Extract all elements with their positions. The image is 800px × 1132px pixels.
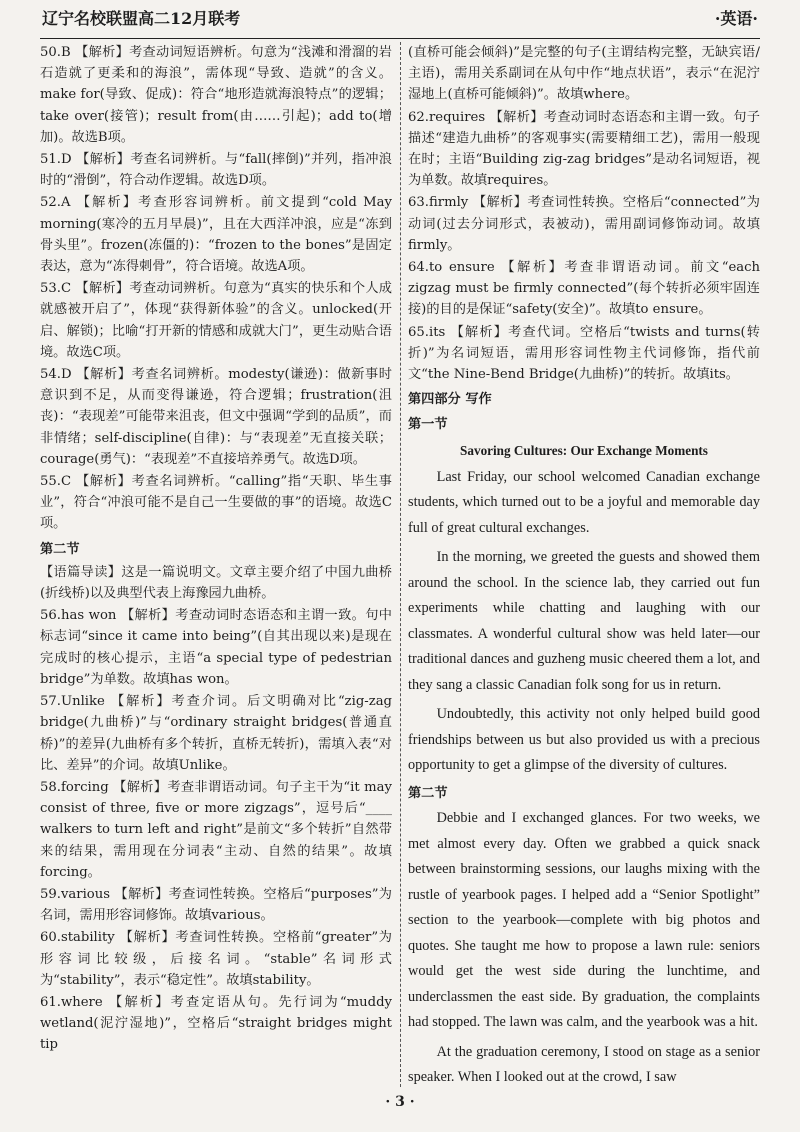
answer-item: 61.where 【解析】考查定语从句。先行词为“muddy wetland(泥泞湿地)”，空格后“straight bridges might tip [40, 994, 392, 1053]
essay-paragraph: At the graduation ceremony, I stood on stage as a senior speaker. When I looked out at the crowd, I saw [408, 1043, 760, 1086]
section-heading: 第一节 [408, 417, 448, 433]
section-heading: 第二节 [40, 541, 80, 557]
subject-label: ·英语· [714, 9, 758, 28]
essay-two [408, 806, 760, 1091]
answer-list-right [408, 42, 760, 436]
right-column [408, 42, 760, 1095]
answer-item: (直桥可能会倾斜)”是完整的句子(主谓结构完整，无缺宾语/主语)，需用关系副词在从句中作“地点状语”，表示“在泥泞湿地上(直桥可能倾斜)”。故填where。 [408, 45, 760, 103]
answer-item: 59.various 【解析】考查词性转换。空格后“purposes”为名词，需用形容词修饰。故填various。 [40, 886, 392, 924]
page-number: · 3 · [385, 1094, 415, 1110]
answer-item: 【语篇导读】这是一篇说明文。文章主要介绍了中国九曲桥(折线桥)以及典型代表上海豫园九曲桥。 [40, 564, 392, 602]
page-header [40, 0, 760, 39]
column-divider [400, 42, 401, 1087]
answer-item: 51.D 【解析】考查名词辨析。与“fall(摔倒)”并列，指冲浪时的“滑倒”，符合动作逻辑。故选D项。 [40, 152, 392, 189]
answer-item: 53.C 【解析】考查动词辨析。句意为“真实的快乐和个人成就感被开启了”，体现“获得新体验”的含义。unlocked(开启、解锁)；比喻“打开新的情感和成就大门”，更生动贴合语境。故选C项。 [40, 281, 392, 360]
answer-item: 63.firmly 【解析】考查词性转换。空格后“connected”为动词(过去分词形式，表被动)，需用副词修饰动词。故填firmly。 [408, 195, 760, 253]
answer-item: 60.stability 【解析】考查词性转换。空格前“greater”为形容词比较级，后接名词。“stable”名词形式为“stability”，表示“稳定性”。故填stability。 [40, 930, 392, 988]
answer-item: 55.C 【解析】考查名词辨析。“calling”指“天职、毕生事业”，符合“冲浪可能不是自己一生要做的事”的语境。故选C项。 [40, 474, 392, 532]
essay-paragraph: Last Friday, our school welcomed Canadian exchange students, which turned out to be a joyful and memorable day full of great cultural exchanges. [408, 468, 760, 536]
answer-item: 50.B 【解析】考查动词短语辨析。句意为“浅滩和滑溜的岩石造就了更柔和的海浪”，需体现“导致、造就”的含义。make for(导致、促成)：符合“地形造就海浪特点”的逻辑；take over(接管)；result from(由……引起)；add to(增加)。故选B项。 [40, 45, 392, 145]
answer-item: 56.has won 【解析】考查动词时态语态和主谓一致。句中标志词“since it came into being”(自其出现以来)是现在完成时的核心提示，主语“a special type of pedestrian bridge”为单数。故填has won。 [40, 608, 392, 687]
essay-paragraph: Undoubtedly, this activity not only helped build good friendships between us but also provided us with a precious opportunity to get a glimpse of the diversity of cultures. [408, 706, 760, 774]
essay-paragraph: Debbie and I exchanged glances. For two weeks, we met almost every day. Often we grabbed a quick snack between brainstorming sessions, our laughs mixing with the rustle of yearbook pages. I helped add a “Senior Spotlight” section to the yearbook—complete with big photos and quotes. She taught me how to propose a lawn rule: seniors would get the west side during the lunchtime, and underclassmen the east side. By graduation, the complaints had stopped. The lawn was calm, and the yearbook was a hit. [408, 810, 760, 1031]
answer-item: 57.Unlike 【解析】考查介词。后文明确对比“zig-zag bridge(九曲桥)”与“ordinary straight bridges(普通直桥)”的差异(九曲桥有多个转折，直桥无转折)，需填入表“对比、差异”的介词。故填Unlike。 [40, 694, 392, 773]
exam-title: 辽宁名校联盟高二12月联考 [42, 9, 241, 28]
answer-item: 58.forcing 【解析】考查非谓语动词。句子主干为“it may consist of three, five or more zigzags”，逗号后“____ walkers to turn left and right”是前文“多个转折”自然带来的结果，需用现在分词表“主动、自然的结果”。故填forcing。 [40, 779, 392, 880]
section-heading: 第四部分 写作 [408, 392, 492, 408]
left-column [40, 42, 392, 1057]
answer-item: 64.to ensure 【解析】考查非谓语动词。前文“each zigzag must be firmly connected”(每个转折必须牢固连接)的目的是保证“safety(安全)”。故填to ensure。 [408, 260, 760, 318]
section-heading: 第二节 [408, 785, 448, 801]
answer-item: 62.requires 【解析】考查动词时态语态和主谓一致。句子描述“建造九曲桥”的客观事实(需要精细工艺)，需用一般现在时；主语“Building zig-zag bridges”是动名词短语，视为单数。故填requires。 [408, 109, 760, 189]
answer-item: 54.D 【解析】考查名词辨析。modesty(谦逊)：做新事时意识到不足，从而变得谦逊，符合逻辑；frustration(沮丧)：“表现差”可能带来沮丧，但文中强调“学到的品质”，而非情绪；self-discipline(自律)：与“表现差”无直接关联；courage(勇气)：“表现差”不直接培养勇气。故选D项。 [40, 367, 392, 467]
answer-item: 65.its 【解析】考查代词。空格后“twists and turns(转折)”为名词短语，需用形容词性物主代词修饰，指代前文“the Nine-Bend Bridge(九曲桥)”的转折。故填its。 [408, 324, 760, 383]
essay-title: Savoring Cultures: Our Exchange Moments [460, 442, 708, 458]
essay-one [408, 465, 760, 779]
answer-item: 52.A 【解析】考查形容词辨析。前文提到“cold May morning(寒冷的五月早晨)”，且在大西洋冲浪，应是“冻到骨头里”。frozen(冻僵的)：“frozen to the bones”是固定表达，意为“冻得刺骨”，符合语境。故选A项。 [40, 195, 392, 275]
essay-paragraph: In the morning, we greeted the guests and showed them around the school. In the science lab, they carried out fun experiments while chatting and laughing with our classmates. A wonderful cultural show was held later—our traditional dances and guzheng music cheered them a lot, and they sang a classic Canadian folk song for us in return. [408, 549, 760, 693]
